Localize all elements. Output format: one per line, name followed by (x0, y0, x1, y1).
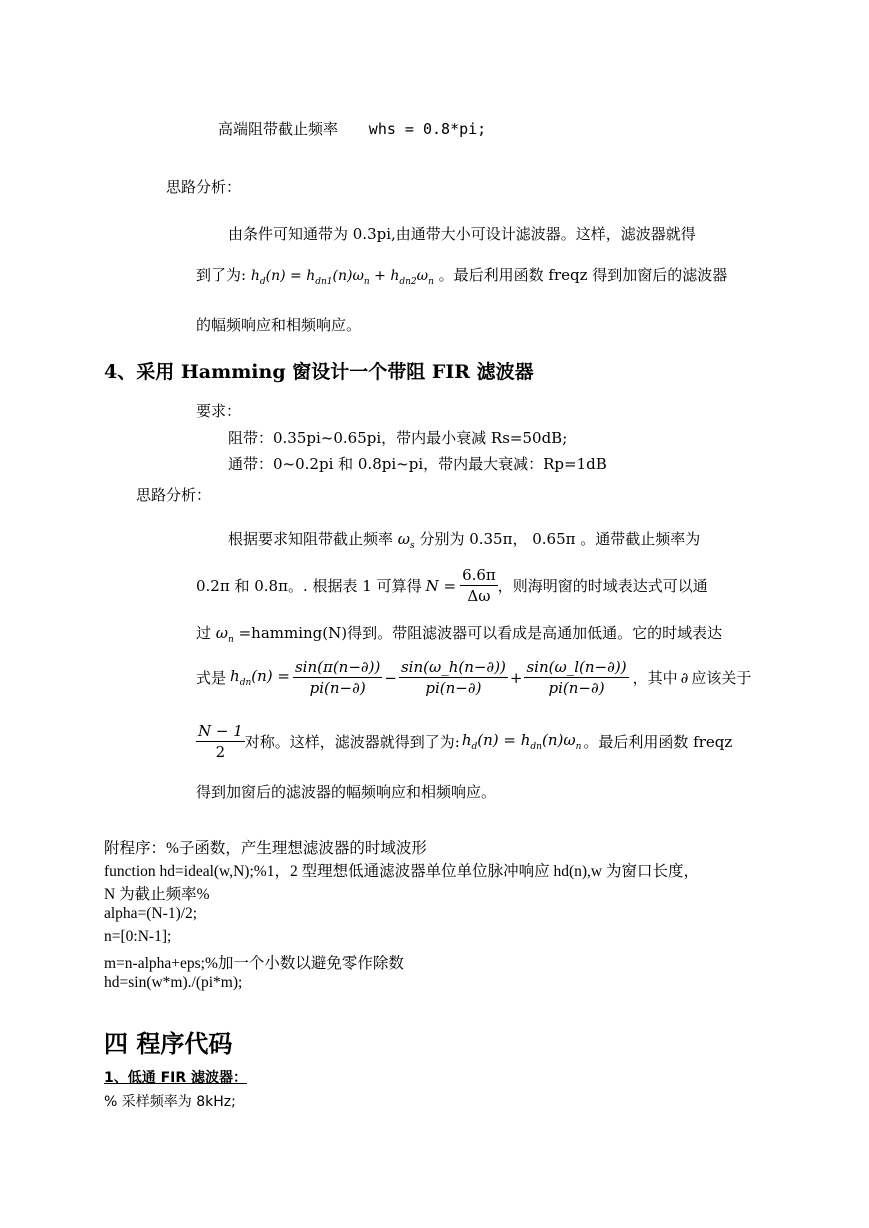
req-stopband: 阻带：0.35pi~0.65pi，带内最小衰减 Rs=50dB; (228, 429, 568, 447)
s4-line1-d: 。通带截止频率为 (580, 530, 701, 548)
whs-label: 高端阻带截止频率 (218, 120, 339, 138)
omega-s: $\omega_s$ (397, 530, 415, 551)
s4-line4-b: ，其中 (632, 669, 678, 687)
section-4-heading: 4、采用 Hamming 窗设计一个带阻 FIR 滤波器 (104, 361, 534, 383)
s4-line4 (196, 658, 751, 697)
s4-line2-a: 0.2π 和 0.8π。. 根据表 1 可算得 (196, 577, 422, 595)
s4-line1-b: 分别为 0.35π， (419, 530, 528, 548)
line-whs (218, 118, 486, 139)
sub-heading-lowpass: 1、低通 FIR 滤波器： (104, 1070, 248, 1086)
appendix-line2: function hd=ideal(w,N);%1，2 型理想低通滤波器单位单位脉冲响应 hd(n),w 为窗口长度， (104, 863, 699, 880)
frac1-num: sin(π(n−∂)) (294, 658, 381, 676)
s4-line5 (196, 722, 732, 761)
appendix-line3: N 为截止频率% (104, 886, 210, 903)
appendix-line6: m=n-alpha+eps;%加一个小数以避免零作除数 (104, 955, 404, 972)
appendix-line1: 附程序：%子函数，产生理想滤波器的时域波形 (104, 840, 427, 857)
req-label: 要求： (196, 402, 242, 420)
frac-term-1 (293, 658, 382, 697)
appendix-line4: alpha=(N-1)/2; (104, 905, 198, 922)
appendix-line5: n=[0:N-1]; (104, 928, 172, 945)
para1-line2-suffix: 。最后利用函数 freqz 得到加窗后的滤波器 (438, 266, 728, 284)
s4-line6: 得到加窗后的滤波器的幅频响应和相频响应。 (196, 783, 497, 801)
frac3-den: pi(n−∂) (548, 679, 605, 697)
formula-hd-product: $h_d(n) = h_{dn}(n)\omega_n$ (461, 731, 582, 752)
frac-6-6pi (460, 566, 498, 605)
s4-line4-a: 式是 (196, 669, 227, 687)
frac-term-3 (524, 658, 628, 697)
formula-hdn: $h_{dn}(n)$ = (230, 667, 290, 688)
s4-line1-a: 根据要求知阻带截止频率 (228, 530, 394, 548)
s4-line1 (228, 528, 700, 551)
minus-sign: − (384, 668, 397, 687)
partial-symbol: ∂ (680, 668, 689, 687)
req-passband: 通带：0~0.2pi 和 0.8pi~pi，带内最大衰减：Rp=1dB (228, 455, 607, 473)
code-comment-sampling: % 采样频率为 8kHz; (104, 1094, 236, 1110)
whs-code: whs = 0.8*pi; (368, 120, 487, 138)
para1-line1: 由条件可知通带为 0.3pi,由通带大小可设计滤波器。这样，滤波器就得 (228, 225, 696, 243)
frac2-den: pi(n−∂) (425, 679, 482, 697)
frac1-den: pi(n−∂) (309, 679, 366, 697)
analysis-heading-1: 思路分析： (166, 178, 242, 196)
s4-line3-b: =hamming(N)得到。带阻滤波器可以看成是高通加低通。它的时域表达 (238, 624, 723, 642)
s4-line4-c: 应该关于 (691, 669, 752, 687)
frac2-num: sin(ω_h(n−∂)) (400, 658, 506, 676)
plus-sign: + (509, 668, 523, 687)
para1-line3: 的幅频响应和相频响应。 (196, 316, 362, 334)
frac-num: 6.6π (462, 566, 496, 584)
para1-line2-prefix: 到了为: (196, 266, 247, 284)
section-code-heading: 四 程序代码 (104, 1030, 233, 1058)
s4-line2 (196, 566, 708, 605)
s4-line1-c: 0.65π (532, 530, 576, 548)
s4-line2-b: ，则海明窗的时域表达式可以通 (497, 577, 708, 595)
frac5-den: 2 (215, 743, 226, 761)
frac-n-minus-1 (196, 722, 245, 761)
s4-line5-b: 。最后利用函数 freqz (583, 733, 733, 751)
s4-line5-a: 对称。这样，滤波器就得到了为: (244, 733, 460, 751)
analysis-heading-2: 思路分析： (136, 486, 212, 504)
para1-line2 (196, 264, 727, 287)
formula-hd-sum: $h_d(n) = h_{dn1}(n)\omega_n + h_{dn2}\omega_n$ (250, 268, 434, 287)
appendix-line7: hd=sin(w*m)./(pi*m); (104, 974, 243, 991)
s4-line3 (196, 622, 722, 645)
frac-den: Δω (467, 587, 491, 605)
s4-line3-a: 过 (196, 624, 212, 642)
frac3-num: sin(ω_l(n−∂)) (526, 658, 627, 676)
formula-N: N = (425, 576, 457, 595)
frac5-num: N − 1 (198, 722, 243, 740)
frac-term-2 (399, 658, 508, 697)
omega-n: $\omega_n$ (215, 624, 234, 645)
